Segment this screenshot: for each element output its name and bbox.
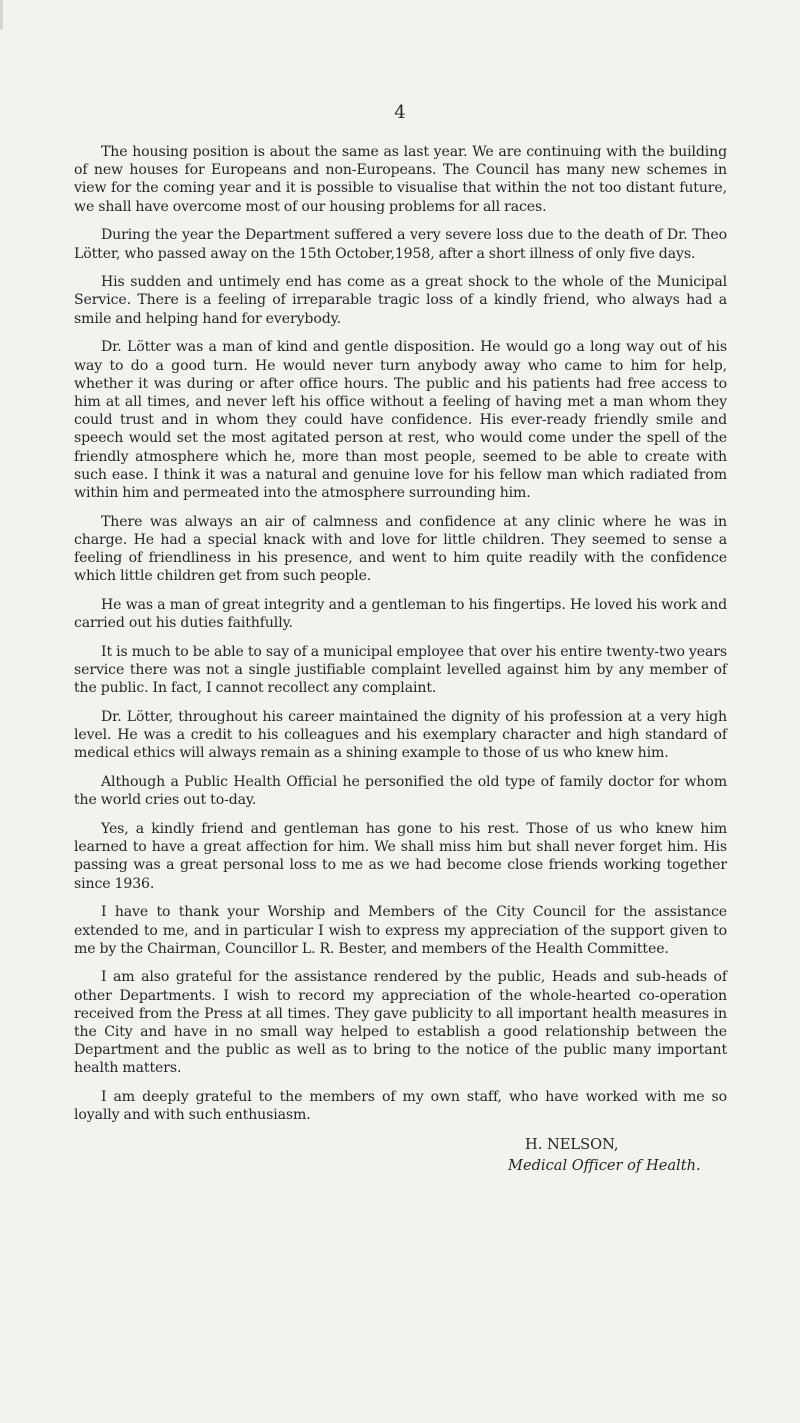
paragraph-clinic: There was always an air of calmness and confidence at any clinic where he was in charge. He had a special knack with and love for little children. They seemed to sense a feeling of friendliness in his presence, and went to him quite readily with the confidence which little children get from such people.: [74, 513, 727, 585]
paragraph-shock: His sudden and untimely end has come as a great shock to the whole of the Municipal Service. There is a feeling of irreparable tragic loss of a kindly friend, who always had a smile and helping hand for everybody.: [74, 274, 727, 327]
paragraph-character: Dr. Lötter was a man of kind and gentle disposition. He would go a long way out of his way to do a good turn. He would never turn anybody away who came to him for help, whether it was during or after office hours. The public and his patients had free access to him at all times, and never left his office without a feeling of having met a man whom they could trust and in whom they could have confidence. His ever-ready friendly smile and speech would set the most agitated person at rest, who would come under the spell of the friendly atmosphere which he, more than most people, seemed to be able to create with such ease. I think it was a natural and genuine love for his fellow man which radiated from within him and permeated into the atmosphere surrounding him.: [74, 339, 727, 501]
paragraph-farewell: Yes, a kindly friend and gentleman has gone to his rest. Those of us who knew him learned to have a great affection for him. We shall miss him but shall never forget him. His passing was a great personal loss to me as we had become close friends working together since 1936.: [74, 821, 727, 892]
signature-block: [508, 1135, 727, 1176]
paragraph-integrity: He was a man of great integrity and a gentleman to his fingertips. He loved his work and carried out his duties faithfully.: [74, 596, 727, 632]
signature-title: Medical Officer of Health.: [508, 1156, 701, 1174]
paragraph-service-record: It is much to be able to say of a municipal employee that over his entire twenty-two years service there was not a single justifiable complaint levelled against him by any member of the public. In fact, I cannot recollect any complaint.: [74, 643, 727, 697]
paragraph-thanks-council: I have to thank your Worship and Members of the City Council for the assistance extended to me, and in particular I wish to express my appreciation of the support given to me by the Chairman, Councillor L. R. Bester, and members of the Health Committee.: [74, 904, 727, 957]
paragraph-dignity: Dr. Lötter, throughout his career maintained the dignity of his profession at a very high level. He was a credit to his colleagues and his exemplary character and high standard of medical ethics will always remain as a shining example to those of us who knew him.: [74, 708, 727, 762]
signature-name: H. NELSON,: [525, 1136, 619, 1154]
paragraph-death-announcement: During the year the Department suffered a very severe loss due to the death of Dr. Theo Lötter, who passed away on the 15th October,1958, after a short illness of only five days.: [74, 227, 727, 262]
letter-body: [74, 143, 727, 1176]
paragraph-housing: The housing position is about the same as last year. We are continuing with the building of new houses for Europeans and non-Europeans. The Council has many new schemes in view for the coming year and it is possible to visualise that within the not too distant future, we shall have overcome most of our housing problems for all races.: [74, 144, 727, 215]
paragraph-family-doctor: Although a Public Health Official he personified the old type of family doctor for whom the world cries out to-day.: [74, 774, 727, 809]
paragraph-thanks-staff: I am deeply grateful to the members of my own staff, who have worked with me so loyally and with such enthusiasm.: [74, 1089, 727, 1124]
page-number: 4: [394, 102, 406, 123]
paragraph-thanks-public: I am also grateful for the assistance rendered by the public, Heads and sub-heads of other Departments. I wish to record my appreciation of the whole-hearted co-operation received from the Press at all times. They gave publicity to all important health measures in the City and have in no small way helped to establish a good relationship between the Department and the public as well as to bring to the notice of the public many important health matters.: [74, 969, 727, 1077]
page-edge-mark: [0, 0, 3, 30]
